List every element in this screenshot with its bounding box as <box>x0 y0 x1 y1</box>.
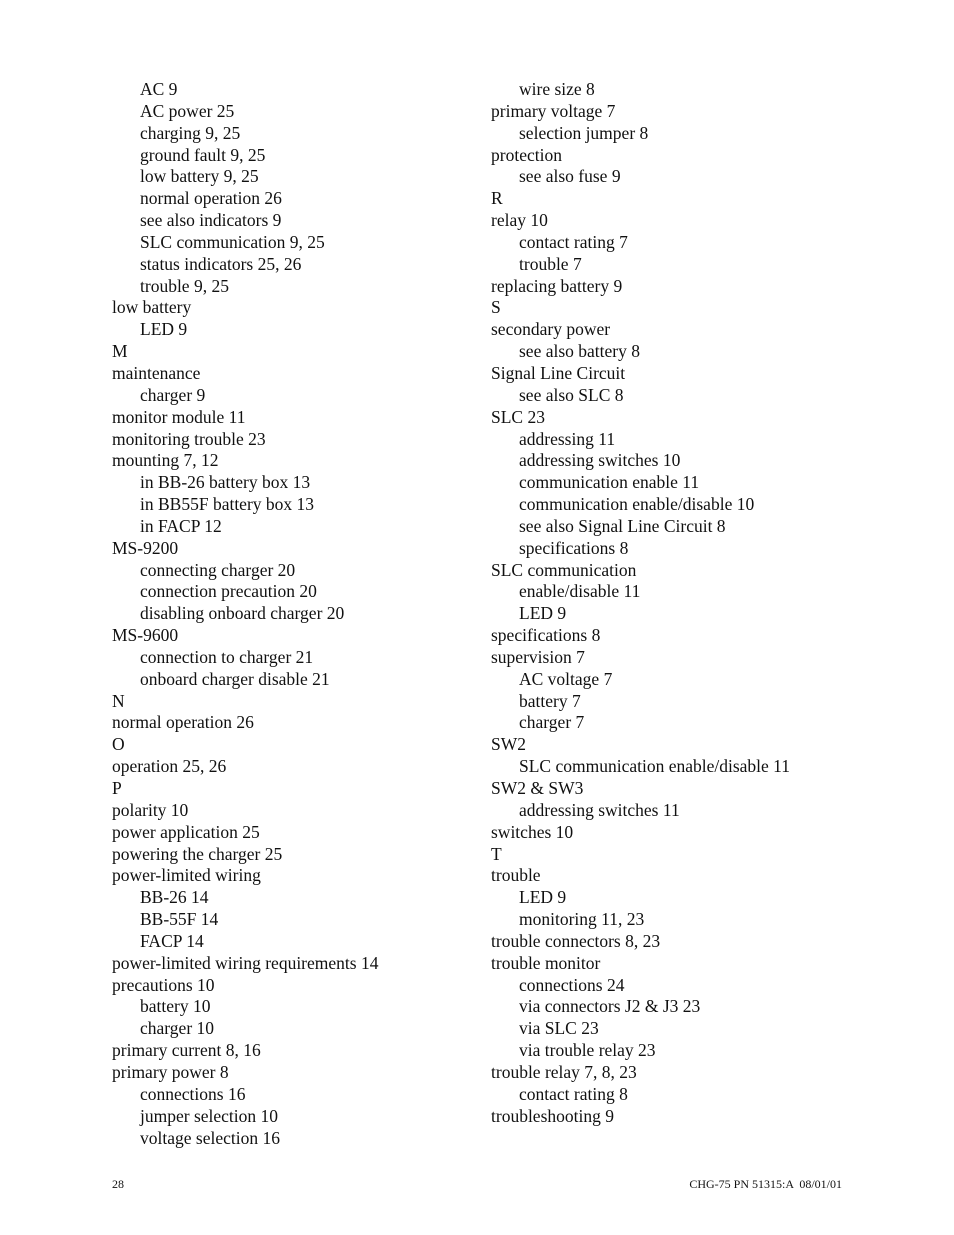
index-subentry: connection to charger 21 <box>140 646 314 667</box>
index-subentry: specifications 8 <box>519 537 629 558</box>
index-subentry: AC 9 <box>140 79 178 99</box>
index-subentry: see also battery 8 <box>519 341 640 362</box>
index-entry: power-limited wiring requirements 14 <box>112 952 379 973</box>
index-entry: Signal Line Circuit <box>491 362 626 383</box>
index-subentry: contact rating 8 <box>519 1083 628 1104</box>
document-id: CHG-75 PN 51315:A 08/01/01 <box>689 1177 842 1191</box>
index-subentry: connecting charger 20 <box>140 559 296 580</box>
index-subentry: charger 10 <box>140 1018 215 1039</box>
index-subentry: via connectors J2 & J3 23 <box>519 996 701 1017</box>
index-entry: specifications 8 <box>491 625 601 646</box>
index-subentry: connection precaution 20 <box>140 581 317 602</box>
index-entry: polarity 10 <box>112 799 189 820</box>
index-subentry: ground fault 9, 25 <box>140 144 266 165</box>
index-entry: SLC communication <box>491 559 637 580</box>
index-subentry: BB-26 14 <box>140 887 209 908</box>
index-subentry: FACP 14 <box>140 930 204 951</box>
index-entry: secondary power <box>491 319 611 340</box>
index-subentry: battery 7 <box>519 690 581 711</box>
index-entry: relay 10 <box>491 210 548 231</box>
index-column-left <box>112 79 472 1149</box>
index-subentry: trouble 7 <box>519 253 582 274</box>
index-subentry: addressing 11 <box>519 428 616 449</box>
index-subentry: connections 24 <box>519 974 625 995</box>
index-subentry: enable/disable 11 <box>519 581 641 602</box>
index-subentry: via trouble relay 23 <box>519 1040 656 1061</box>
index-entry: trouble <box>491 865 541 886</box>
index-subentry: in BB-26 battery box 13 <box>140 472 311 493</box>
index-subentry: battery 10 <box>140 996 211 1017</box>
index-entry: monitor module 11 <box>112 406 246 427</box>
index-subentry: LED 9 <box>519 887 567 908</box>
index-subentry: jumper selection 10 <box>140 1105 279 1126</box>
index-subentry: low battery 9, 25 <box>140 166 259 187</box>
index-subentry: LED 9 <box>140 319 188 340</box>
index-subentry: trouble 9, 25 <box>140 275 229 296</box>
index-entry: primary voltage 7 <box>491 100 616 121</box>
index-subentry: see also indicators 9 <box>140 210 282 231</box>
index-entry: SW2 <box>491 734 526 755</box>
index-subentry: see also SLC 8 <box>519 384 624 405</box>
index-subentry: in BB55F battery box 13 <box>140 494 315 515</box>
index-entry: protection <box>491 144 562 165</box>
index-subentry: disabling onboard charger 20 <box>140 603 345 624</box>
index-subentry: voltage selection 16 <box>140 1127 280 1148</box>
index-entry: P <box>112 778 122 798</box>
index-subentry: charging 9, 25 <box>140 122 241 143</box>
index-entry: normal operation 26 <box>112 712 254 733</box>
index-entry: operation 25, 26 <box>112 756 227 777</box>
index-column-right <box>491 79 931 1128</box>
index-entry: S <box>491 297 501 318</box>
index-entry: low battery <box>112 297 192 318</box>
index-entry: trouble connectors 8, 23 <box>491 930 661 951</box>
index-subentry: status indicators 25, 26 <box>140 253 302 274</box>
index-subentry: addressing switches 11 <box>519 799 680 820</box>
index-entry: mounting 7, 12 <box>112 450 219 471</box>
index-entry: powering the charger 25 <box>112 843 283 864</box>
index-entry: power application 25 <box>112 821 260 842</box>
index-subentry: SLC communication 9, 25 <box>140 231 325 252</box>
index-subentry: BB-55F 14 <box>140 909 219 930</box>
index-subentry: normal operation 26 <box>140 188 282 209</box>
index-entry: MS-9600 <box>112 625 179 646</box>
index-subentry: see also Signal Line Circuit 8 <box>519 515 726 536</box>
index-subentry: via SLC 23 <box>519 1018 599 1039</box>
index-entry: precautions 10 <box>112 974 215 995</box>
index-subentry: communication enable 11 <box>519 472 700 493</box>
index-entry: MS-9200 <box>112 537 179 558</box>
index-entry: SW2 & SW3 <box>491 778 584 798</box>
index-subentry: AC voltage 7 <box>519 668 613 689</box>
index-subentry: contact rating 7 <box>519 231 628 252</box>
index-entry: R <box>491 188 503 209</box>
index-entry: trouble relay 7, 8, 23 <box>491 1061 637 1082</box>
index-entry: trouble monitor <box>491 952 601 973</box>
index-entry: monitoring trouble 23 <box>112 428 266 449</box>
index-entry: supervision 7 <box>491 646 585 667</box>
index-subentry: in FACP 12 <box>140 515 222 536</box>
index-subentry: addressing switches 10 <box>519 450 681 471</box>
index-entry: troubleshooting 9 <box>491 1105 614 1126</box>
index-entry: O <box>112 734 125 755</box>
index-subentry: wire size 8 <box>519 79 595 99</box>
index-entry: primary current 8, 16 <box>112 1040 261 1061</box>
index-subentry: charger 9 <box>140 384 206 405</box>
index-subentry: selection jumper 8 <box>519 122 649 143</box>
index-subentry: onboard charger disable 21 <box>140 668 330 689</box>
index-subentry: communication enable/disable 10 <box>519 494 755 515</box>
index-entry: M <box>112 341 128 362</box>
index-subentry: charger 7 <box>519 712 585 733</box>
index-subentry: connections 16 <box>140 1083 246 1104</box>
index-subentry: LED 9 <box>519 603 567 624</box>
index-entry: primary power 8 <box>112 1061 229 1082</box>
index-entry: switches 10 <box>491 821 574 842</box>
index-entry: SLC 23 <box>491 406 545 427</box>
index-entry: N <box>112 690 125 711</box>
index-subentry: see also fuse 9 <box>519 166 621 187</box>
index-entry: replacing battery 9 <box>491 275 623 296</box>
index-entry: power-limited wiring <box>112 865 261 886</box>
index-subentry: monitoring 11, 23 <box>519 909 645 930</box>
page-number: 28 <box>112 1177 124 1191</box>
index-entry: T <box>491 843 502 864</box>
index-entry: maintenance <box>112 362 201 383</box>
index-subentry: SLC communication enable/disable 11 <box>519 756 791 777</box>
index-subentry: AC power 25 <box>140 100 235 121</box>
